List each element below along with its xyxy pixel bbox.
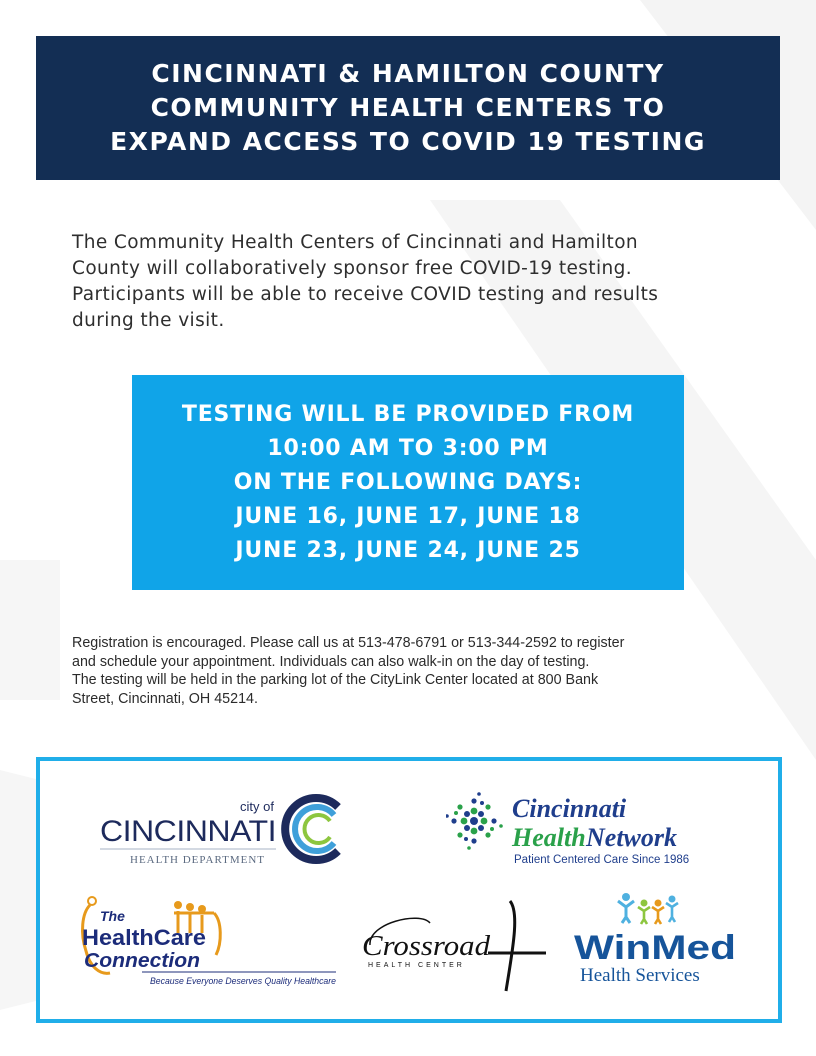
crossroad-sub: HEALTH CENTER [368,962,465,969]
network-tagline: Patient Centered Care Since 1986 [514,854,690,866]
network-network: Network [586,823,677,852]
healthcare-line1: HealthCare [82,925,206,950]
testing-schedule-text: TESTING WILL BE PROVIDED FROM 10:00 AM TO 3:00 PM ON THE FOLLOWING DAYS: JUNE 16, JUNE 17, JUNE 18 JUNE 23, JUNE 24, JUNE 25 [181,401,635,563]
city-of-label: city of [240,799,274,814]
partner-logo-panel [36,757,782,1023]
healthcare-the: The [100,908,125,924]
people-figures-icon [618,893,678,924]
dot-cluster-icon [446,792,503,850]
crossroad-label: Crossroad [362,931,492,962]
cincinnati-label: CINCINNATI [100,815,276,848]
page-title: CINCINNATI & HAMILTON COUNTY COMMUNITY HEALTH CENTERS TO EXPAND ACCESS TO COVID 19 TESTING [110,59,706,156]
c-swirl-icon [285,798,338,860]
winmed-label: WinMed [574,929,736,967]
registration-info: Registration is encouraged. Please call us at 513-478-6791 or 513-344-2592 to register and schedule your appointment. Individuals can also walk-in on the day of testing. The testing will be held in the parking lot of the CityLink Center located at 800 Bank Street, Cincinnati, OH 45214. [72,635,625,707]
header-banner [36,36,780,180]
network-line1: Cincinnati [512,794,627,823]
logo-cincinnati-health-network [446,791,736,871]
healthcare-line2: Connection [84,950,200,972]
logo-city-of-cincinnati [98,791,358,869]
logo-healthcare-connection [78,893,340,989]
health-department-label: HEALTH DEPARTMENT [130,854,266,866]
logo-crossroad-health-center [360,893,550,993]
network-health: Health [512,823,586,852]
healthcare-tagline: Because Everyone Deserves Quality Healthcare [150,976,336,986]
testing-schedule-box [132,375,684,590]
intro-paragraph: The Community Health Centers of Cincinnati and Hamilton County will collaboratively sponsor free COVID-19 testing. Participants will be able to receive COVID testing and results during the visit. [72,232,659,331]
winmed-sub: Health Services [580,965,700,986]
logo-winmed-health-services [570,889,750,989]
